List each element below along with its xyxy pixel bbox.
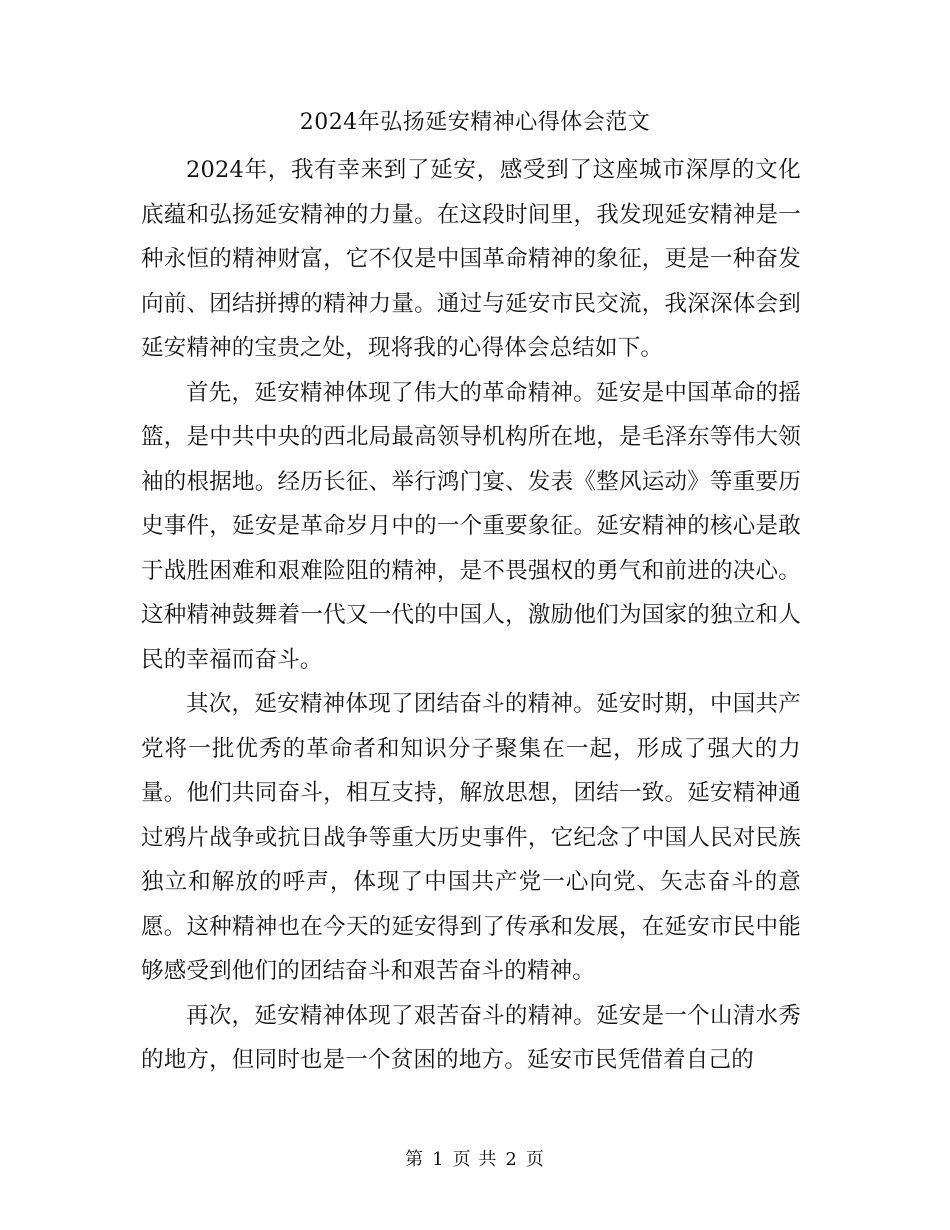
footer-mid: 页 共 xyxy=(452,1149,498,1170)
footer-suffix: 页 xyxy=(525,1149,545,1170)
footer-total-pages: 2 xyxy=(505,1149,518,1170)
paragraph-unity-spirit: 其次，延安精神体现了团结奋斗的精神。延安时期，中国共产党将一批优秀的革命者和知识分子聚集在一起，形成了强大的力量。他们共同奋斗，相互支持，解放思想，团结一致。延安精神通过鸦片战争或抗日战争等重大历史事件，它纪念了中国人民对民族独立和解放的呼声，体现了中国共产党一心向党、矢志奋斗的意愿。这种精神也在今天的延安得到了传承和发展，在延安市民中能够感受到他们的团结奋斗和艰苦奋斗的精神。 xyxy=(141,691,801,984)
paragraph-revolutionary-spirit: 首先，延安精神体现了伟大的革命精神。延安是中国革命的摇篮，是中共中央的西北局最高领导机构所在地，是毛泽东等伟大领袖的根据地。经历长征、举行鸿门宴、发表《整风运动》等重要历史事件，延安是革命岁月中的一个重要象征。延安精神的核心是敢于战胜困难和艰难险阻的精神，是不畏强权的勇气和前进的决心。这种精神鼓舞着一代又一代的中国人，激励他们为国家的独立和人民的幸福而奋斗。 xyxy=(141,379,801,673)
footer-current-page: 1 xyxy=(432,1149,445,1170)
document-title: 2024年弘扬延安精神心得体会范文 xyxy=(299,110,651,135)
document-body xyxy=(141,148,801,1083)
footer-prefix: 第 xyxy=(405,1149,425,1170)
paragraph-intro: 2024年，我有幸来到了延安，感受到了这座城市深厚的文化底蕴和弘扬延安精神的力量。在这段时间里，我发现延安精神是一种永恒的精神财富，它不仅是中国革命精神的象征，更是一种奋发向前、团结拼搏的精神力量。通过与延安市民交流，我深深体会到延安精神的宝贵之处，现将我的心得体会总结如下。 xyxy=(141,157,801,361)
page-footer xyxy=(0,1146,950,1174)
paragraph-hardship-spirit: 再次，延安精神体现了艰苦奋斗的精神。延安是一个山清水秀的地方，但同时也是一个贫困的地方。延安市民凭借着自己的 xyxy=(141,1002,801,1073)
